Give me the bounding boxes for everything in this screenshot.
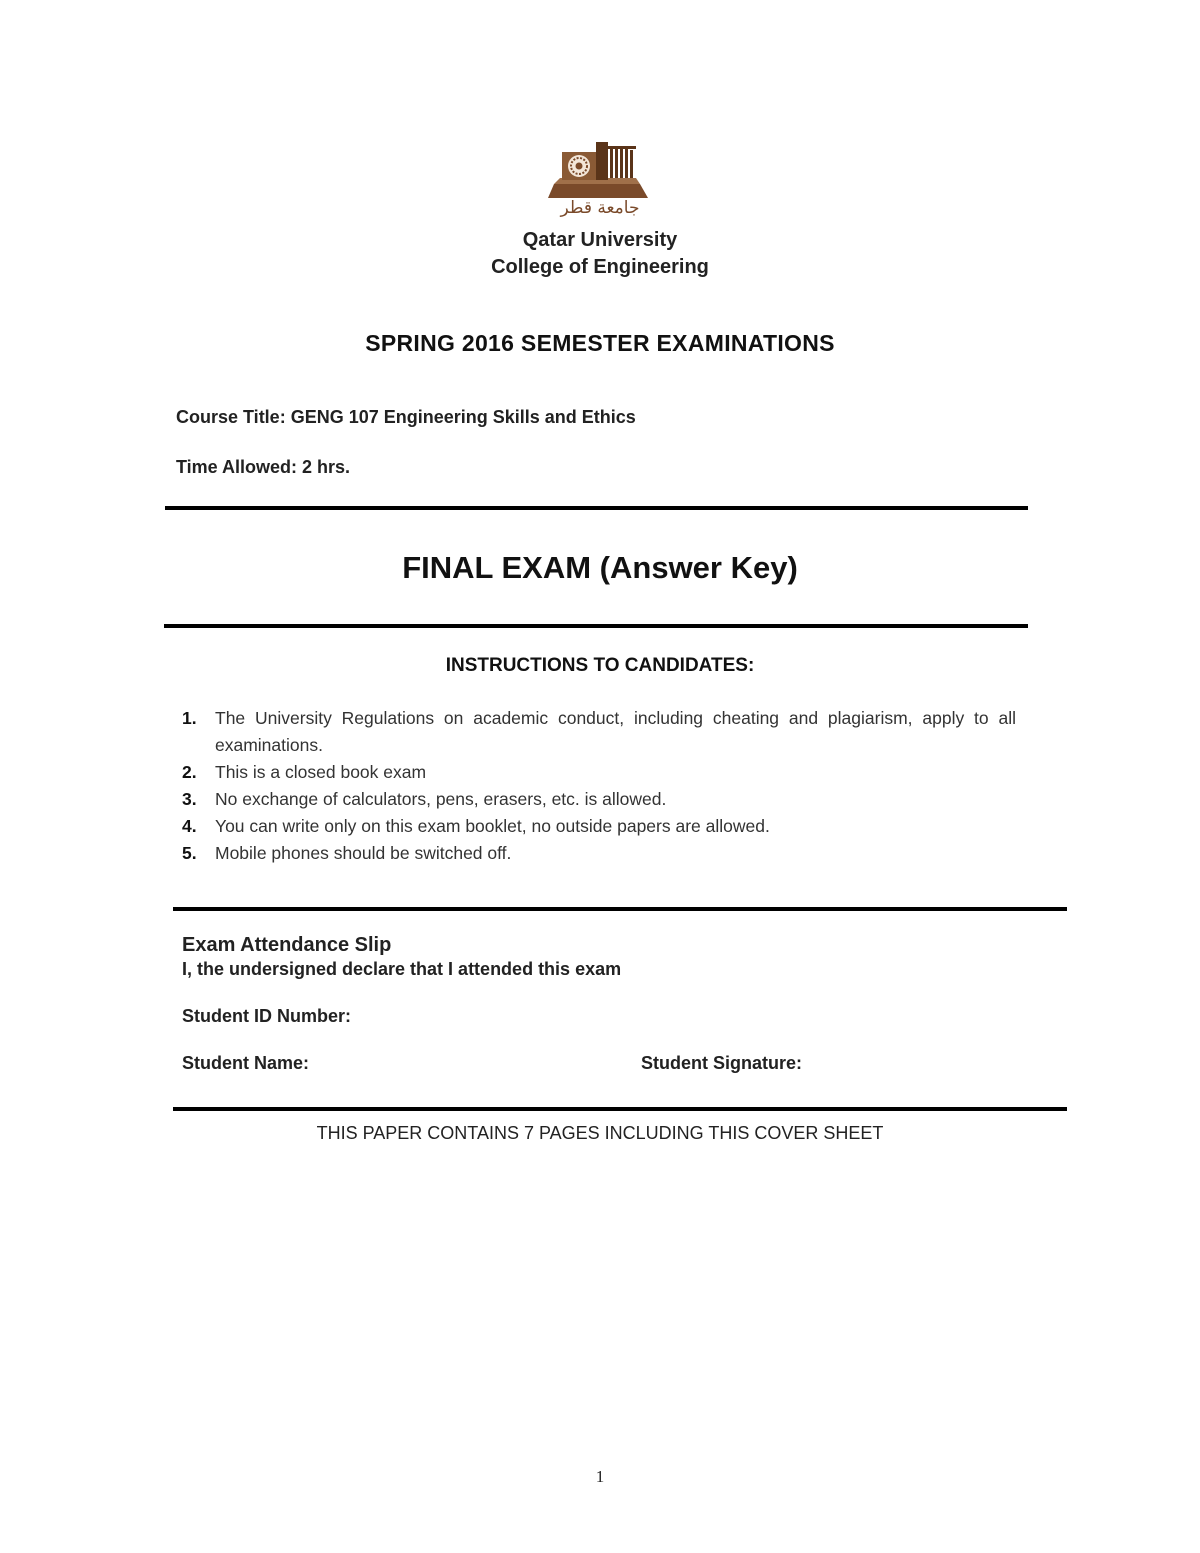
logo-arabic-text: جامعة قطر [560, 198, 640, 218]
course-title: Course Title: GENG 107 Engineering Skills and Ethics [176, 407, 636, 427]
list-item [182, 813, 1016, 840]
list-item-number: 3. [182, 789, 197, 809]
university-emblem-icon [540, 138, 660, 200]
list-item-number: 1. [182, 708, 197, 728]
page-number: 1 [595, 1467, 605, 1486]
attendance-slip-title: Exam Attendance Slip [182, 934, 392, 956]
student-id-label: Student ID Number: [182, 1006, 351, 1026]
college-name: College of Engineering [491, 256, 709, 278]
list-item-number: 5. [182, 843, 197, 863]
divider-top [165, 506, 1028, 510]
divider-slip-top [173, 907, 1067, 911]
list-item-number: 4. [182, 816, 197, 836]
pages-note: THIS PAPER CONTAINS 7 PAGES INCLUDING THIS COVER SHEET [316, 1123, 884, 1143]
student-name-label: Student Name: [182, 1053, 310, 1073]
semester-heading: SPRING 2016 SEMESTER EXAMINATIONS [365, 330, 835, 356]
time-allowed: Time Allowed: 2 hrs. [176, 457, 351, 477]
divider-below-title [164, 624, 1028, 628]
divider-slip-bottom [173, 1107, 1067, 1111]
attendance-declaration: I, the undersigned declare that I attended this exam [182, 959, 622, 979]
list-item-text: The University Regulations on academic conduct, including cheating and plagiarism, apply to all examinations. [215, 708, 1016, 755]
list-item-text: This is a closed book exam [215, 762, 427, 782]
list-item-text: Mobile phones should be switched off. [215, 843, 512, 863]
list-item [182, 759, 1016, 786]
list-item [182, 840, 1016, 867]
list-item [182, 786, 1016, 813]
list-item-text: No exchange of calculators, pens, erasers, etc. is allowed. [215, 789, 667, 809]
instructions-list [182, 705, 1016, 867]
university-name: Qatar University [522, 229, 678, 251]
exam-title: FINAL EXAM (Answer Key) [402, 550, 798, 585]
list-item-text: You can write only on this exam booklet, no outside papers are allowed. [215, 816, 770, 836]
list-item [182, 705, 1016, 759]
list-item-number: 2. [182, 762, 197, 782]
student-signature-label: Student Signature: [641, 1053, 802, 1073]
instructions-heading: INSTRUCTIONS TO CANDIDATES: [445, 655, 755, 676]
university-logo [540, 138, 660, 222]
